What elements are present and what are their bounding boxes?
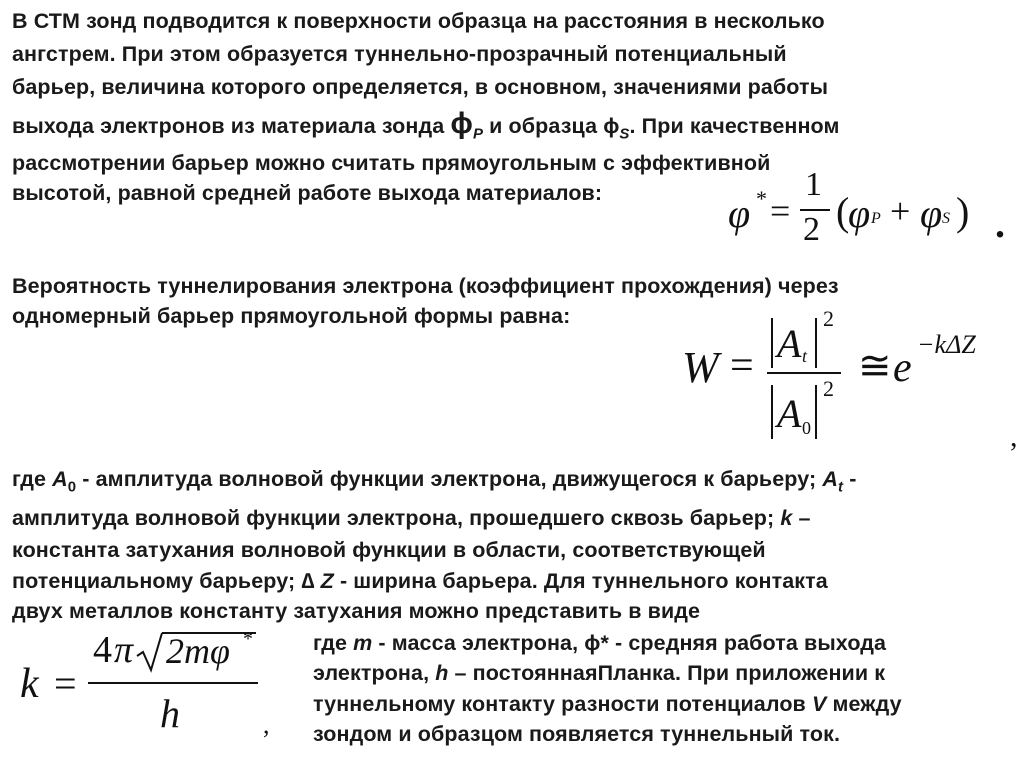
formula-symbol: e: [893, 345, 912, 391]
formula-numerator: 1: [805, 166, 822, 203]
text-line: [12, 568, 828, 594]
text-segment: - амплитуда волновой функции электрона, движущегося к барьеру;: [82, 467, 817, 491]
formula-superscript: *: [243, 628, 253, 650]
formula-symbol: π: [114, 629, 134, 671]
text-segment: выхода электронов из материала зонда: [12, 114, 445, 138]
text-segment: потенциальному барьеру;: [12, 569, 296, 593]
text-line: двух металлов константу затухания можно представить в виде: [12, 599, 701, 623]
sqrt-sign: [135, 630, 165, 674]
phi-symbol: ϕ: [603, 114, 620, 138]
formula-exponent: −kΔZ: [917, 330, 976, 359]
formula-symbol: ,: [1010, 420, 1018, 453]
subscript: P: [472, 125, 484, 143]
math-var: h: [435, 661, 449, 685]
formula-denominator: h: [160, 691, 180, 736]
formula-symbol: =: [730, 343, 754, 389]
subscript: 0: [67, 478, 77, 496]
formula-symbol: *: [756, 186, 767, 211]
text-line: [12, 505, 811, 531]
formula-symbol: .: [995, 201, 1005, 246]
text-segment: -: [849, 467, 857, 491]
abs-bar: [815, 385, 817, 439]
text-line: ангстрем. При этом образуется туннельно-прозрачный потенциальный: [12, 42, 787, 66]
formula-symbol: =: [770, 191, 791, 231]
formula-subscript: S: [942, 210, 950, 227]
formula-symbol: φ: [920, 191, 943, 236]
math-var: A: [52, 467, 68, 491]
subscript: S: [619, 125, 630, 143]
text-segment: . При качественном: [629, 114, 840, 138]
formula-symbol: ≅: [858, 343, 892, 388]
formula-subscript: P: [871, 210, 881, 227]
text-segment: где: [313, 631, 348, 655]
text-line: [313, 630, 886, 656]
formula-symbol: ,: [263, 710, 270, 739]
text-line: [313, 660, 885, 686]
formula-subscript: 0: [802, 418, 811, 438]
text-segment: где: [12, 467, 47, 491]
math-var: ∆ Z: [301, 569, 334, 593]
text-line: В СТМ зонд подводится к поверхности образца на расстояния в несколько: [12, 9, 825, 33]
math-var: k: [780, 506, 793, 530]
text-segment: между: [832, 692, 902, 716]
text-line: одномерный барьер прямоугольной формы равна:: [12, 304, 571, 328]
formula-symbol: k: [20, 661, 39, 707]
text-segment: амплитуда волновой функции электрона, прошедшего сквозь барьер;: [12, 506, 775, 530]
math-var: A: [822, 467, 839, 491]
text-line: высотой, равной средней работе выхода материалов:: [12, 181, 603, 205]
text-segment: туннельному контакту разности потенциалов: [313, 692, 806, 716]
math-var: V: [811, 692, 827, 716]
formula-superscript: 2: [823, 376, 834, 401]
fraction-bar: [88, 682, 258, 684]
formula-symbol: φ: [848, 191, 871, 236]
abs-bar: [771, 318, 773, 368]
formula-subscript: t: [802, 346, 808, 366]
text-segment: электрона,: [313, 661, 430, 685]
formula-symbol: A: [777, 321, 802, 366]
abs-bar: [815, 318, 817, 368]
text-line: Вероятность туннелирования электрона (коэффициент прохождения) через: [12, 274, 839, 298]
text-line: барьер, величина которого определяется, в основном, значениями работы: [12, 75, 829, 99]
text-line: константа затухания волновой функции в области, соответствующей: [12, 538, 766, 562]
phi-symbol: ϕ: [450, 107, 473, 140]
formula-denominator: 2: [803, 211, 820, 248]
text-segment: Планка. При приложении к: [597, 661, 886, 685]
fraction-bar: [767, 372, 841, 374]
text-segment: – постоянная: [454, 661, 598, 685]
text-line: зондом и образцом появляется туннельный ток.: [313, 722, 841, 746]
formula-symbol: φ: [728, 191, 751, 236]
formula-superscript: 2: [823, 306, 834, 331]
text-segment: - масса электрона, ϕ* - средняя работа выхода: [378, 631, 887, 655]
text-segment: и образца: [489, 114, 598, 138]
text-segment: - ширина барьера. Для туннельного контакта: [339, 569, 828, 593]
subscript: t: [838, 478, 844, 496]
abs-bar: [771, 385, 773, 439]
text-line: [313, 691, 902, 717]
text-line: [12, 107, 840, 147]
formula-symbol: A: [777, 391, 802, 436]
formula-symbol: +: [890, 191, 911, 231]
text-line: рассмотрении барьер можно считать прямоугольным с эффективной: [12, 151, 771, 175]
formula-symbol: 4: [93, 629, 112, 671]
text-segment: –: [798, 506, 811, 530]
math-var: m: [353, 631, 373, 655]
formula-symbol: =: [54, 661, 77, 706]
formula-radicand: 2mφ: [166, 631, 230, 671]
formula-symbol: W: [682, 343, 719, 392]
formula-symbol: ): [956, 189, 970, 234]
text-line: [12, 466, 856, 500]
formula-symbol: (: [836, 189, 850, 234]
